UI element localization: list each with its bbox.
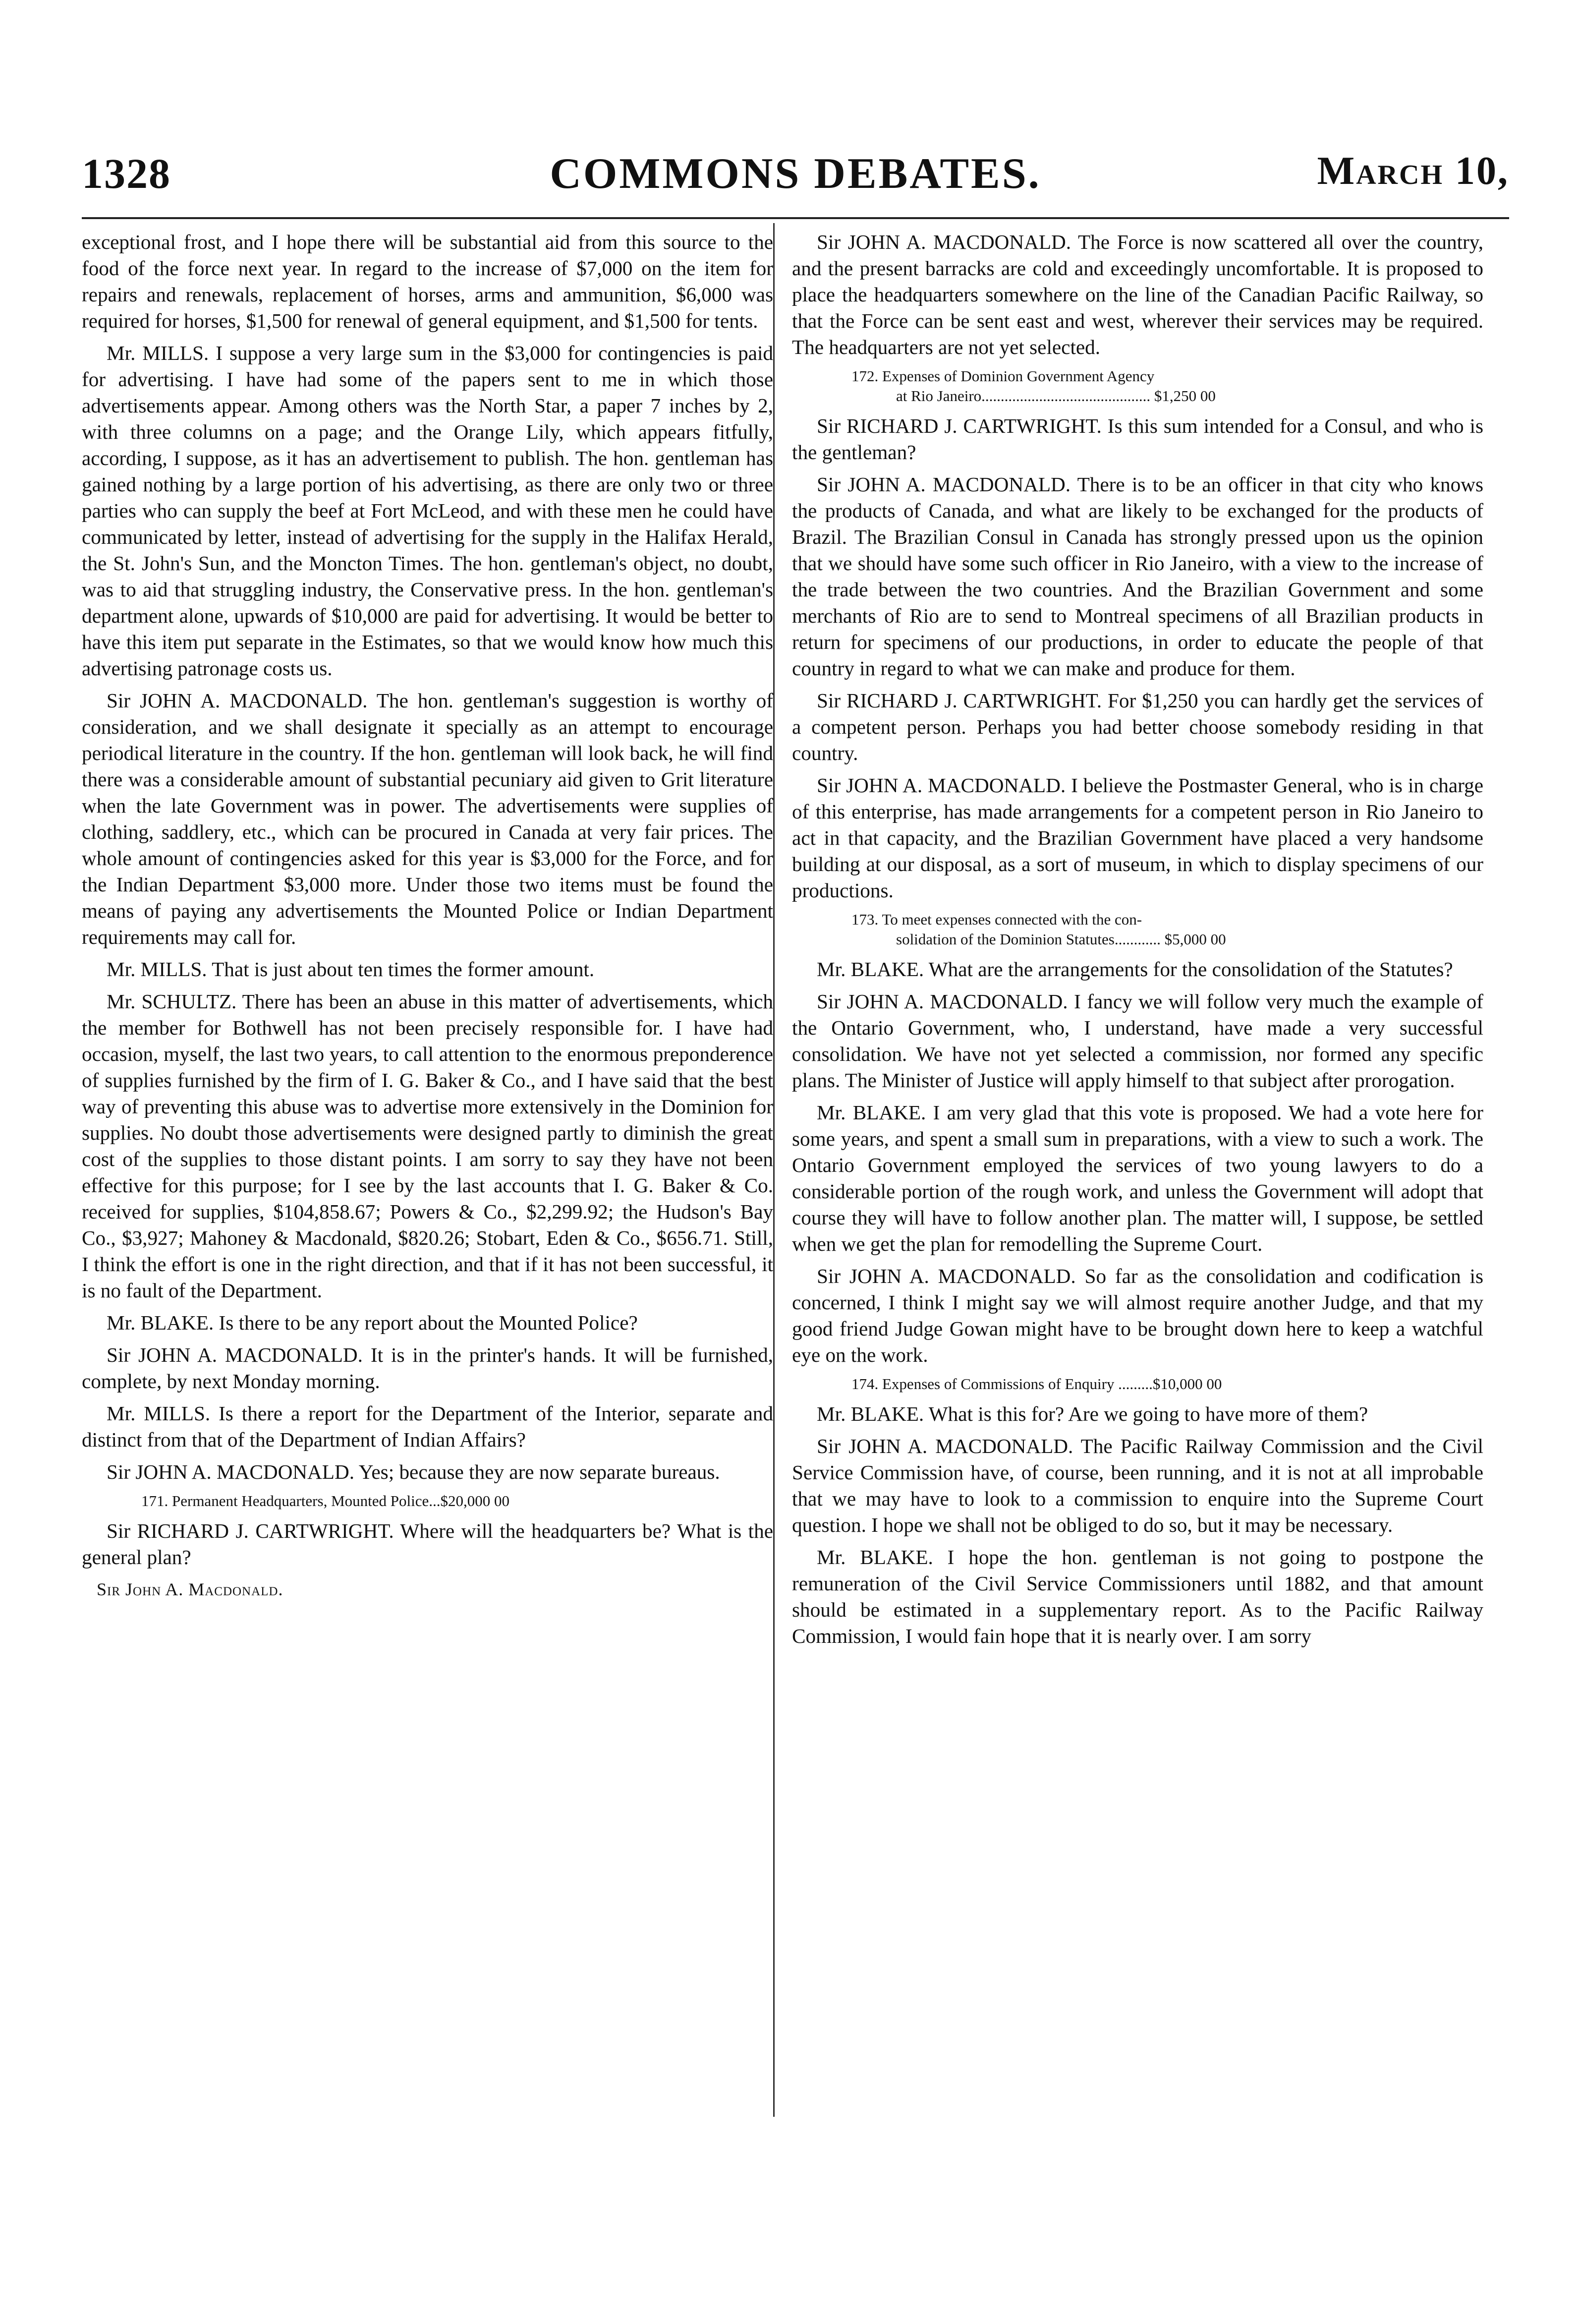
paragraph: Mr. BLAKE. I hope the hon. gentleman is not going to postpone the remuneration of the Civil Service Commissioners until 1882, and that amount should be estimated in a supplementary report. As to the Pacific Railway Commission, I would fain hope that it is nearly over. I am sorry xyxy=(792,1546,1483,1647)
estimate-item-171: 171. Permanent Headquarters, Mounted Police...$20,000 00 xyxy=(141,1492,509,1510)
paragraph: Mr. BLAKE. What are the arrangements for the consolidation of the Statutes? xyxy=(817,958,1453,981)
paragraph: Sir JOHN A. MACDONALD. There is to be an officer in that city who knows the products of Canada, and what are likely to be exchanged for the products of Brazil. The Brazilian Consul in Canada has strongly pressed upon us the opinion that we should have some such officer in Rio Janeiro, with a view to the increase of the trade between the two countries. And the Brazilian Government and some merchants of Rio are to send to Montreal specimens of all Brazilian products in return for specimens of our productions, in order to educate the people of that country in regard to what we can make and produce for them. xyxy=(792,473,1483,680)
paragraph: Sir JOHN A. MACDONALD. The Force is now scattered all over the country, and the present barracks are cold and exceedingly uncomfortable. It is proposed to place the headquarters somewhere on the line of the Canadian Pacific Railway, so that the Force can be sent east and west, wherever their services may be required. The headquarters are not yet selected. xyxy=(792,231,1483,358)
column-divider xyxy=(773,223,775,2117)
paragraph: Mr. BLAKE. I am very glad that this vote is proposed. We had a vote here for some years, and spent a small sum in preparations, with a view to such a work. The Ontario Government employed the services of two young lawyers to do a considerable portion of the rough work, and unless the Government will adopt that course they will have to follow another plan. The matter will, I suppose, be settled when we get the plan for remodelling the Supreme Court. xyxy=(792,1101,1483,1255)
estimate-item-172 xyxy=(851,366,1483,406)
continuation-speaker: Sir John A. Macdonald. xyxy=(97,1579,283,1599)
paragraph: Mr. SCHULTZ. There has been an abuse in this matter of advertisements, which the member for Bothwell has not been precisely responsible for. I have had occasion, myself, the last two years, to call attention to the enormous preponderence of supplies furnished by the firm of I. G. Baker & Co., and I have said that the best way of preventing this abuse was to advertise more extensively in the Dominion for supplies. No doubt those advertisements were designed partly to diminish the great cost of the supplies to those distant points. I am sorry to say they have not been effective for this purpose; for I see by the last accounts that I. G. Baker & Co. received for supplies, $104,858.67; Powers & Co., $2,299.92; the Hudson's Bay Co., $3,927; Mahoney & Macdonald, $820.26; Stobart, Eden & Co., $656.71. Still, I think the effort is one in the right direction, and that if it has not been successful, it is no fault of the Department. xyxy=(82,990,773,1302)
item-line: 173. To meet expenses connected with the con- xyxy=(851,911,1142,928)
item-line: at Rio Janeiro............................................ $1,250 00 xyxy=(896,387,1216,405)
item-line: 172. Expenses of Dominion Government Agency xyxy=(851,367,1155,385)
paragraph: Sir RICHARD J. CARTWRIGHT. Is this sum intended for a Consul, and who is the gentleman? xyxy=(792,414,1483,464)
paragraph: Sir JOHN A. MACDONALD. Yes; because they are now separate bureaus. xyxy=(107,1460,720,1483)
publication-title: COMMONS DEBATES. xyxy=(550,150,1041,198)
right-column xyxy=(792,229,1483,1655)
paragraph: Sir JOHN A. MACDONALD. I fancy we will follow very much the example of the Ontario Government, who, I understand, have made a very successful consolidation. We have not yet selected a commission, nor formed any specific plans. The Minister of Justice will apply himself to that subject after prorogation. xyxy=(792,990,1483,1092)
paragraph: Sir JOHN A. MACDONALD. So far as the consolidation and codification is concerned, I think I might say we will almost require another Judge, and that my good friend Judge Gowan might have to be brought down here to keep a watchful eye on the work. xyxy=(792,1265,1483,1366)
paragraph: Mr. MILLS. Is there a report for the Department of the Interior, separate and distinct from that of the Department of Indian Affairs? xyxy=(82,1402,773,1451)
paragraph: Sir JOHN A. MACDONALD. The hon. gentleman's suggestion is worthy of consideration, and we shall designate it specially as an attempt to encourage periodical literature in the country. If the hon. gentleman will look back, he will find there was a considerable amount of substantial pecuniary aid given to Grit literature when the late Government was in power. The advertisements were supplies of clothing, saddlery, etc., which can be procured in Canada at very fair prices. The whole amount of contingencies asked for this year is $3,000 for the Force, and for the Indian Department $3,000 more. Under those two items must be found the means of paying any advertisements the Mounted Police or Indian Department requirements may call for. xyxy=(82,689,773,948)
estimate-item-173 xyxy=(851,910,1483,949)
estimate-item-174: 174. Expenses of Commissions of Enquiry .........$10,000 00 xyxy=(851,1375,1222,1393)
paragraph: Sir JOHN A. MACDONALD. The Pacific Railway Commission and the Civil Service Commission have, of course, been running, and it is not at all improbable that we may have to look to a commission to enquire into the Supreme Court question. I hope we shall not be obliged to do so, but it may be necessary. xyxy=(792,1435,1483,1536)
page-number: 1328 xyxy=(82,150,171,197)
paragraph: Mr. MILLS. That is just about ten times the former amount. xyxy=(107,958,595,981)
paragraph: Mr. BLAKE. What is this for? Are we going to have more of them? xyxy=(817,1402,1368,1425)
paragraph: Mr. MILLS. I suppose a very large sum in the $3,000 for contingencies is paid for advertising. I have had some of the papers sent to me in which those advertisements appear. Among others was the North Star, a paper 7 inches by 2, with three columns on a page; and the Orange Lily, which appears fitfully, according, I suppose, as it has an advertisement to publish. The hon. gentleman has gained nothing by a large portion of his advertising, as there are only two or three parties who can supply the beef at Fort McLeod, and with these men he could have communicated by letter, instead of advertising for the supply in the Halifax Herald, the St. John's Sun, and the Moncton Times. The hon. gentleman's object, no doubt, was to aid that struggling industry, the Conservative press. In the hon. gentleman's department alone, upwards of $10,000 are paid for advertising. It would be better to have this item put separate in the Estimates, so that we would know how much this advertising patronage costs us. xyxy=(82,342,773,680)
paragraph: Sir JOHN A. MACDONALD. It is in the printer's hands. It will be furnished, complete, by next Monday morning. xyxy=(82,1343,773,1393)
paragraph: Sir RICHARD J. CARTWRIGHT. For $1,250 you can hardly get the services of a competent person. Perhaps you had better choose somebody residing in that country. xyxy=(792,689,1483,764)
page-header xyxy=(82,149,1509,203)
paragraph: Sir JOHN A. MACDONALD. I believe the Postmaster General, who is in charge of this enterprise, has made arrangements for a competent person in Rio Janeiro to act in that capacity, and the Brazilian Government have placed a very handsome building at our disposal, as a sort of museum, in which to display specimens of our productions. xyxy=(792,774,1483,902)
page-date: March 10, xyxy=(1317,149,1509,193)
paragraph: Mr. BLAKE. Is there to be any report about the Mounted Police? xyxy=(107,1311,638,1334)
header-rule xyxy=(82,217,1509,219)
paragraph: Sir RICHARD J. CARTWRIGHT. Where will the headquarters be? What is the general plan? xyxy=(82,1519,773,1569)
paragraph: exceptional frost, and I hope there will be substantial aid from this source to the food of the force next year. In regard to the increase of $7,000 on the item for repairs and renewals, replacement of horses, arms and ammunition, $6,000 was required for horses, $1,500 for renewal of general equipment, and $1,500 for tents. xyxy=(82,231,773,332)
item-line: solidation of the Dominion Statutes............ $5,000 00 xyxy=(896,930,1226,948)
left-column xyxy=(82,229,773,1603)
